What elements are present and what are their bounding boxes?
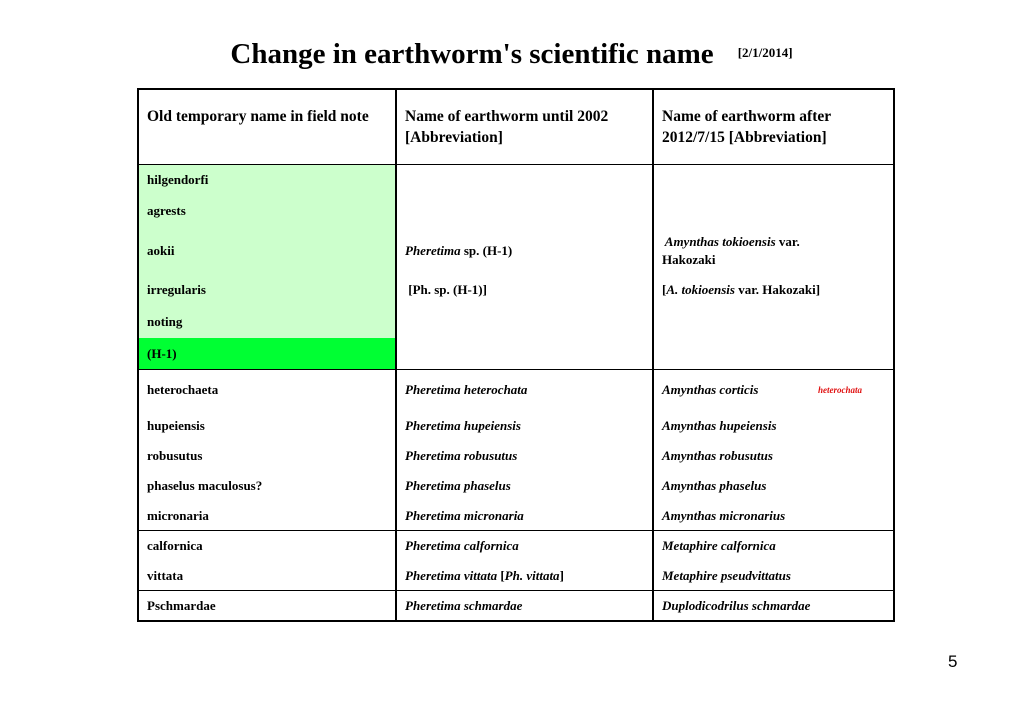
header-old-name: Old temporary name in field note <box>147 108 369 125</box>
old-name-row: vittata <box>147 568 184 583</box>
after2012-row: Metaphire pseudvittatus <box>662 568 791 583</box>
after2012-row: Amynthas micronarius <box>662 508 786 523</box>
row-divider-group1 <box>137 369 895 370</box>
old-name-row: heterochaeta <box>147 382 219 397</box>
old-name-noting: noting <box>147 314 183 329</box>
row-divider-header <box>137 164 895 165</box>
until2002-row: Pheretima robusutus <box>405 448 518 463</box>
table-border-top <box>137 88 895 90</box>
old-name-row: calfornica <box>147 538 203 553</box>
until2002-row: Pheretima heterochata <box>405 382 528 397</box>
header-until-2002: Name of earthworm until 2002 [Abbreviation] <box>405 108 609 146</box>
header-after-2012: Name of earthworm after 2012/7/15 [Abbreviation] <box>662 108 831 146</box>
after2012-group1: Amynthas tokioensis var. <box>662 234 800 249</box>
old-name-row: phaselus maculosus? <box>147 478 263 493</box>
until2002-row: Pheretima calfornica <box>405 538 519 553</box>
until2002-row: Pheretima micronaria <box>405 508 524 523</box>
until2002-group1: Pheretima sp. (H-1) <box>405 243 513 258</box>
column-divider-1 <box>395 88 397 622</box>
until2002-row: Pheretima vittata [Ph. vittata] <box>405 568 564 583</box>
until2002-row: Pheretima phaselus <box>405 478 511 493</box>
red-annotation: heterochata <box>818 385 862 395</box>
until2002-row: Pheretima schmardae <box>405 598 523 613</box>
old-name-aokii: aokii <box>147 243 175 258</box>
old-name-irregularis: irregularis <box>147 282 206 297</box>
table-border-left <box>137 88 139 622</box>
after2012-row: Amynthas corticis <box>662 382 759 397</box>
after2012-row: Amynthas robusutus <box>662 448 773 463</box>
row-divider-group2 <box>137 530 895 531</box>
until2002-group1-abbrev: [Ph. sp. (H-1)] <box>405 282 487 297</box>
until2002-row: Pheretima hupeiensis <box>405 418 521 433</box>
old-name-row: micronaria <box>147 508 209 523</box>
old-name-row: robusutus <box>147 448 203 463</box>
table-border-right <box>893 88 895 622</box>
title-text: Change in earthworm's scientific name <box>230 38 714 70</box>
table-border-bottom <box>137 620 895 622</box>
after2012-group1-abbrev: [A. tokioensis var. Hakozaki] <box>662 282 821 297</box>
old-name-row: Pschmardae <box>147 598 216 613</box>
title-date: [2/1/2014] <box>737 45 793 60</box>
old-name-h1: (H-1) <box>147 346 177 361</box>
old-name-agrests: agrests <box>147 203 186 218</box>
after2012-row: Metaphire calfornica <box>662 538 776 553</box>
after2012-group1-var: Hakozaki <box>662 252 716 267</box>
old-name-row: hupeiensis <box>147 418 205 433</box>
old-name-hilgendorfi: hilgendorfi <box>147 172 209 187</box>
page-number: 5 <box>948 652 958 671</box>
after2012-row: Duplodicodrilus schmardae <box>662 598 811 613</box>
row-divider-group3 <box>137 590 895 591</box>
after2012-row: Amynthas phaselus <box>662 478 767 493</box>
column-divider-2 <box>652 88 654 622</box>
after2012-row: Amynthas hupeiensis <box>662 418 777 433</box>
